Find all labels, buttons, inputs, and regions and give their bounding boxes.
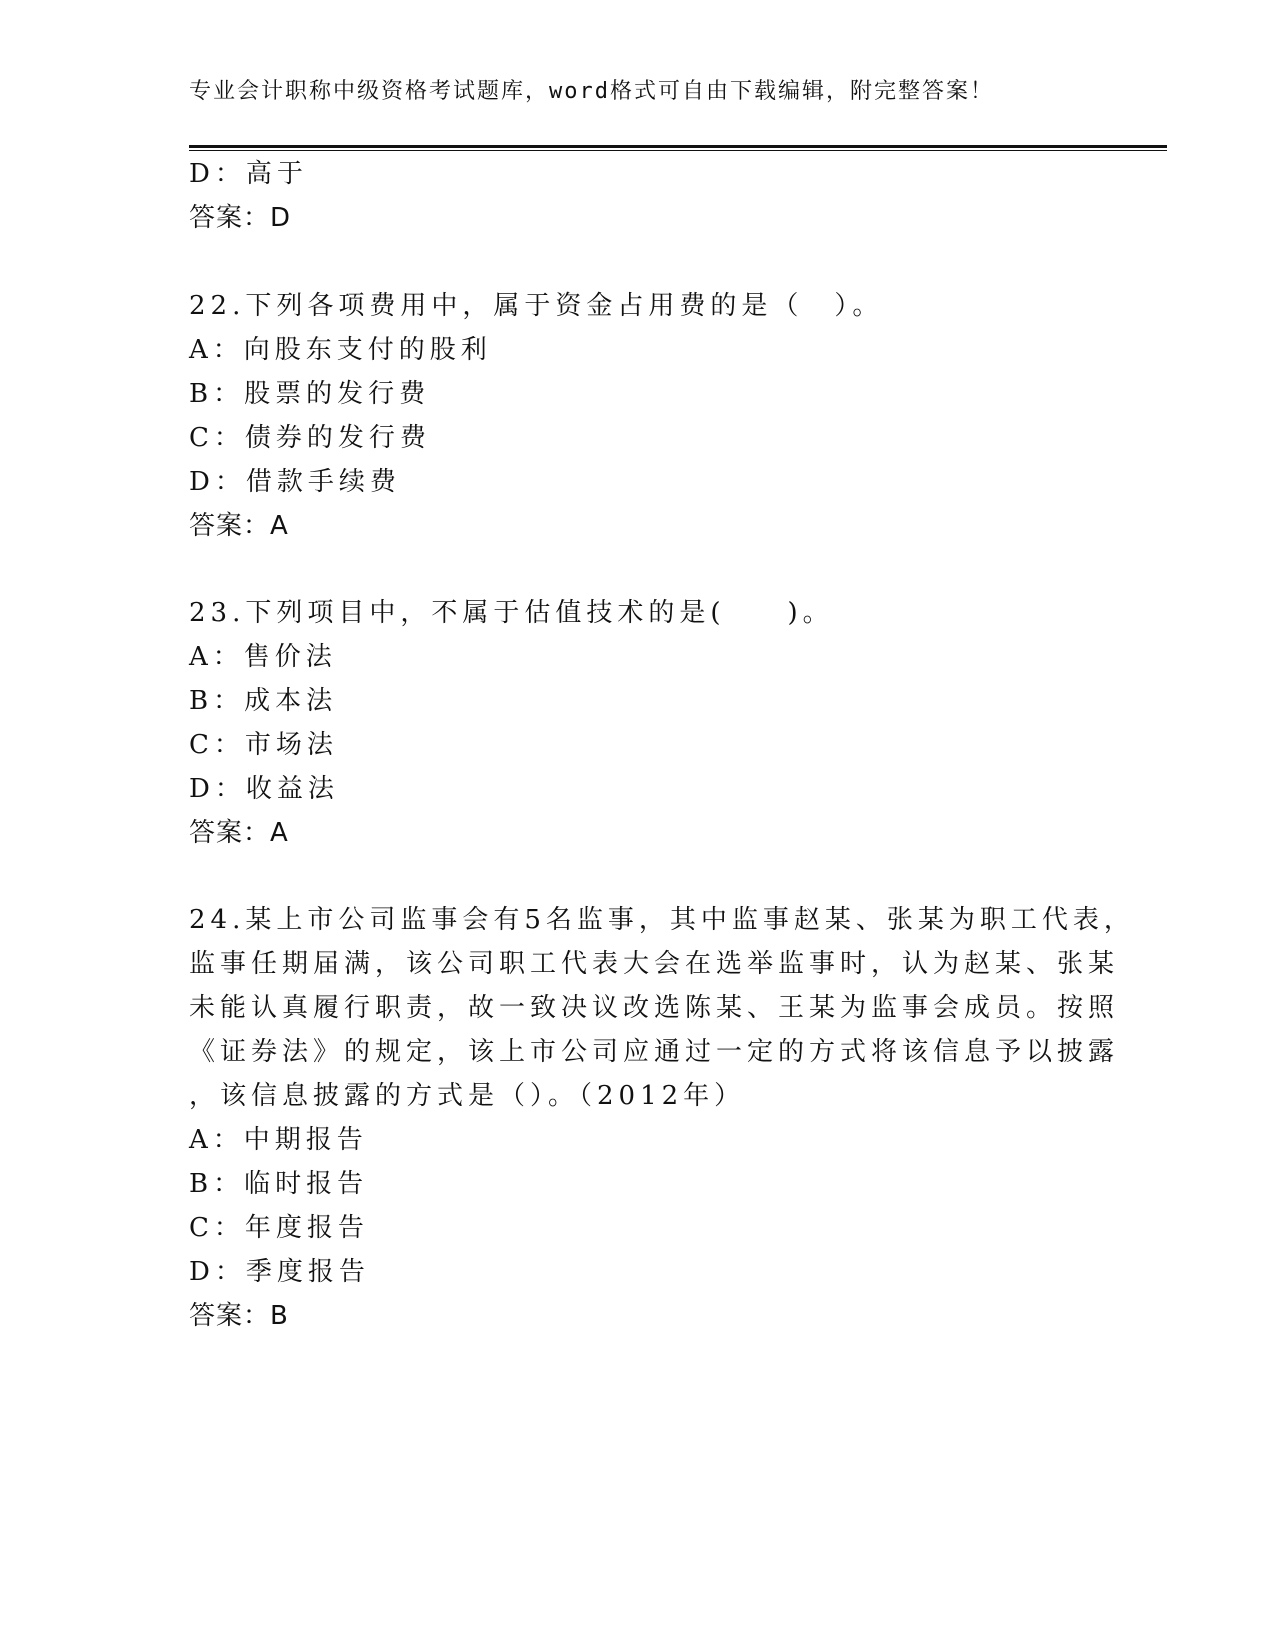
question-24-stem-line-1: 24.某上市公司监事会有5名监事，其中监事赵某、张某为职工代表， xyxy=(189,905,1135,935)
question-22-option-a: A：向股东支付的股利 xyxy=(189,335,492,365)
question-24-option-d: D：季度报告 xyxy=(189,1257,370,1287)
question-24-option-a: A：中期报告 xyxy=(189,1125,368,1155)
question-22-stem: 22.下列各项费用中，属于资金占用费的是（ ）。 xyxy=(189,291,884,321)
answer-prev: 答案：D xyxy=(189,203,292,233)
question-23-option-d: D：收益法 xyxy=(189,774,339,804)
question-24-stem-line-3: 未能认真履行职责，故一致决议改选陈某、王某为监事会成员。按照 xyxy=(189,993,1120,1023)
question-23-stem: 23.下列项目中，不属于估值技术的是( )。 xyxy=(189,598,834,628)
question-22-option-c: C：债券的发行费 xyxy=(189,423,431,453)
option-d-prev: D：高于 xyxy=(189,159,308,189)
question-24-option-c: C：年度报告 xyxy=(189,1213,369,1243)
header-divider-thick xyxy=(189,145,1167,148)
question-22-option-d: D：借款手续费 xyxy=(189,467,401,497)
question-22-option-b: B：股票的发行费 xyxy=(189,379,431,409)
question-22-answer: 答案：A xyxy=(189,511,289,541)
question-24-option-b: B：临时报告 xyxy=(189,1169,369,1199)
question-23-option-c: C：市场法 xyxy=(189,730,338,760)
question-24-answer: 答案：B xyxy=(189,1301,289,1331)
question-23-option-a: A：售价法 xyxy=(189,642,337,672)
question-23-option-b: B：成本法 xyxy=(189,686,338,716)
header-divider-thin xyxy=(189,150,1167,151)
document-header: 专业会计职称中级资格考试题库，word格式可自由下载编辑，附完整答案！ xyxy=(189,79,994,104)
question-23-answer: 答案：A xyxy=(189,818,289,848)
question-24-stem-line-5: ，该信息披露的方式是（）。（2012年） xyxy=(189,1081,746,1111)
question-24-stem-line-2: 监事任期届满，该公司职工代表大会在选举监事时，认为赵某、张某 xyxy=(189,949,1120,979)
question-24-stem-line-4: 《证券法》的规定，该上市公司应通过一定的方式将该信息予以披露 xyxy=(189,1037,1120,1067)
